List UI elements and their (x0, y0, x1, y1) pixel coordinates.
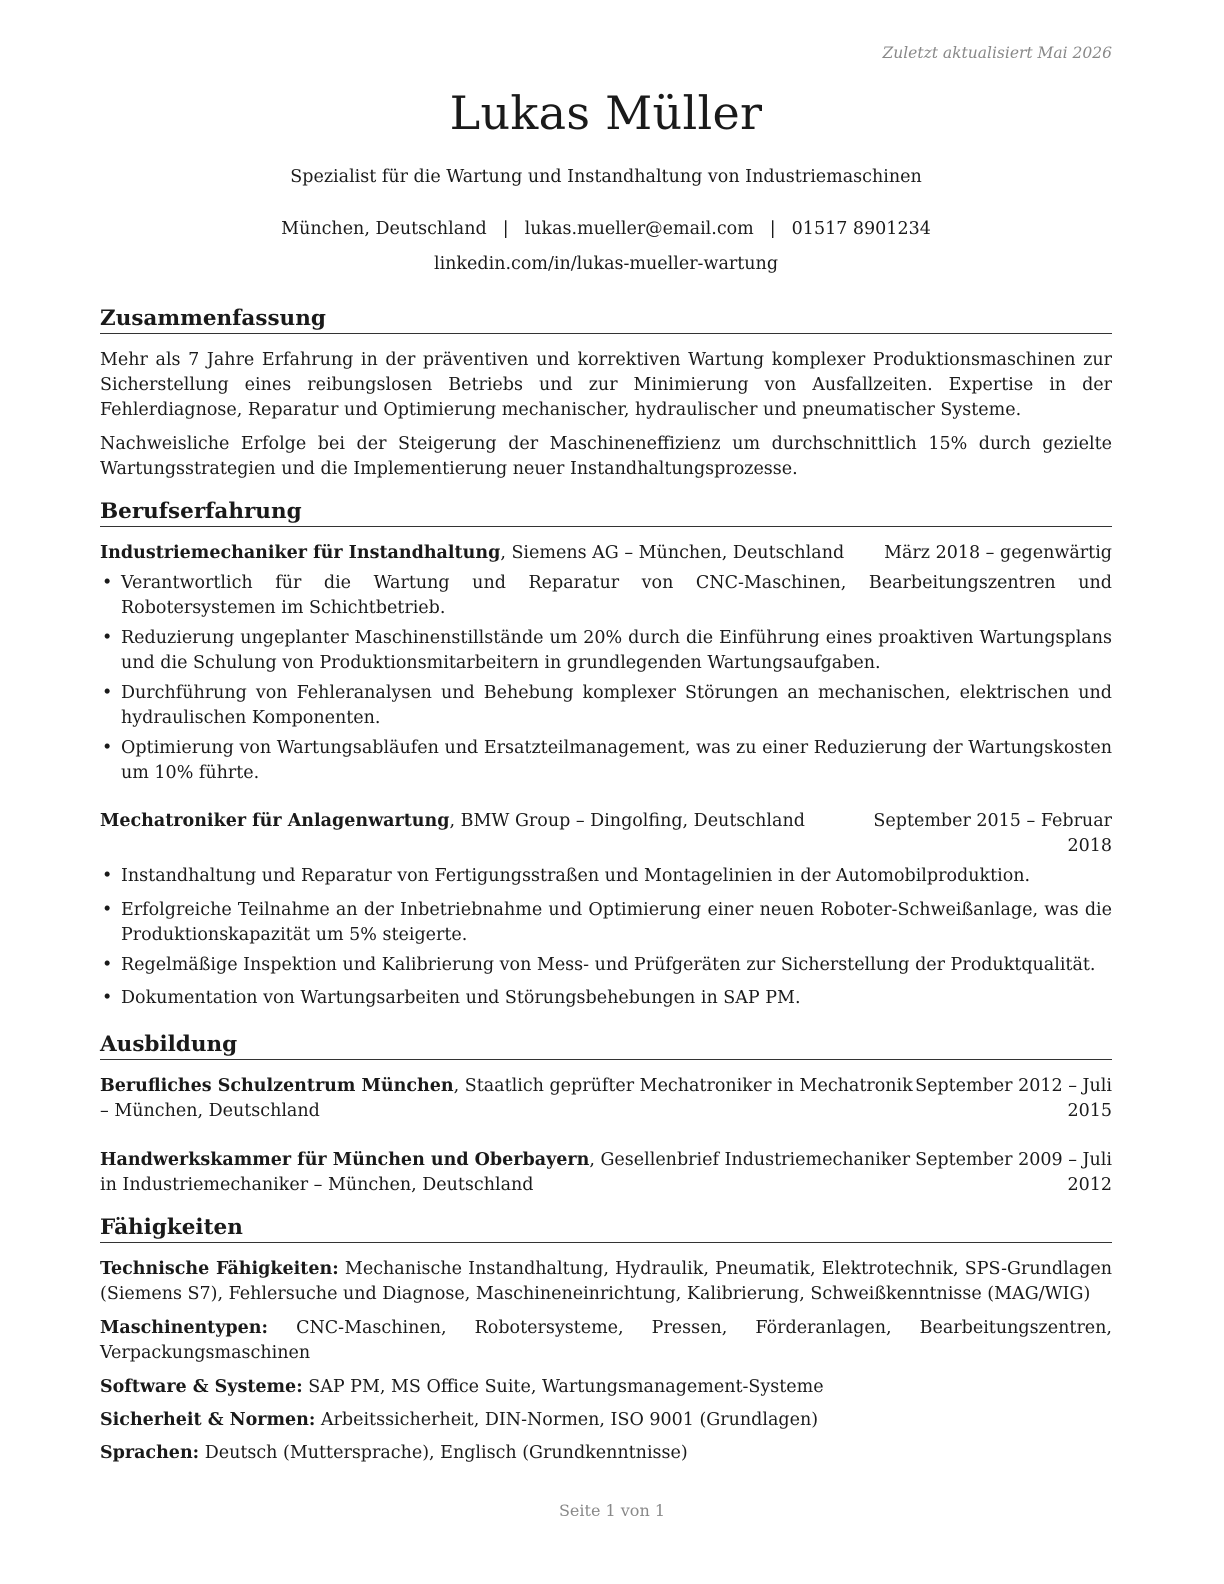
summary-paragraph: Nachweisliche Erfolge bei der Steigerung der Maschineneffizienz um durchschnittlich 15% durch gezielte Wartungsstrategien und die Implementierung neuer Instandhaltungsprozesse. (100, 434, 1112, 479)
section-heading-skills: Fähigkeiten (100, 1214, 1112, 1243)
job-header (100, 809, 1112, 859)
education-degree: , Gesellenbrief Industriemechaniker (589, 1150, 911, 1170)
education-entry (100, 1074, 1112, 1124)
skill-value: CNC-Maschinen, Robotersysteme, Pressen, Förderanlagen, Bearbeitungszentren, Verpackungsmaschinen (100, 1318, 1112, 1363)
contact-line (100, 219, 1112, 239)
education-school: Berufliches Schulzentrum München (100, 1076, 454, 1096)
skill-value: Arbeitssicherheit, DIN-Normen, ISO 9001 (Grundlagen) (315, 1410, 819, 1430)
skill-label: Sicherheit & Normen: (100, 1410, 316, 1430)
section-heading-education: Ausbildung (100, 1031, 1112, 1060)
education-date: September 2009 – Juli (915, 1150, 1112, 1170)
skill-value: SAP PM, MS Office Suite, Wartungsmanagement-Systeme (302, 1377, 824, 1397)
list-item: • Regelmäßige Inspektion und Kalibrierung von Mess- und Prüfgeräten zur Sicherstellung der Produktqualität. (102, 955, 1096, 975)
skill-row (100, 1408, 1112, 1433)
job-company: , BMW Group – Dingolfing, Deutschland (449, 811, 805, 831)
skill-row (100, 1441, 1112, 1466)
education-degree: , Staatlich geprüfter Mechatroniker in Mechatronik (453, 1076, 913, 1096)
education-date-year: 2012 (1067, 1175, 1112, 1195)
candidate-name: Lukas Müller (449, 86, 763, 140)
education-date: September 2012 – Juli (915, 1076, 1112, 1096)
page-number: Seite 1 von 1 (558, 1501, 666, 1520)
section-heading-summary: Zusammenfassung (100, 305, 1112, 334)
contact-separator: | (502, 219, 509, 239)
job-role: Industriemechaniker für Instandhaltung (100, 543, 501, 563)
job-company: , Siemens AG – München, Deutschland (500, 543, 845, 563)
skill-value: Mechanische Instandhaltung, Hydraulik, Pneumatik, Elektrotechnik, SPS-Grundlagen (Siemens S7), Fehlersuche und Diagnose, Maschineneinrichtung, Kalibrierung, Schweißkenntnisse (MAG/WIG) (100, 1259, 1112, 1304)
contact-linkedin[interactable]: linkedin.com/in/lukas-mueller-wartung (433, 254, 779, 274)
education-school: Handwerkskammer für München und Oberbayern (100, 1150, 590, 1170)
contact-email[interactable]: lukas.mueller@email.com (524, 219, 754, 239)
skill-row (100, 1375, 1112, 1400)
summary-paragraph: Mehr als 7 Jahre Erfahrung in der präventiven und korrektiven Wartung komplexer Produktionsmaschinen zur Sicherstellung eines reibungslosen Betriebs und zur Minimierung von Ausfallzeiten. Expertise in der Fehlerdiagnose, Reparatur und Optimierung mechanischer, hydraulischer und pneumatischer Systeme. (100, 350, 1112, 420)
skill-label: Software & Systeme: (100, 1377, 303, 1397)
contact-phone: 01517 8901234 (791, 219, 931, 239)
list-item: • Reduzierung ungeplanter Maschinenstillstände um 20% durch die Einführung eines proaktiven Wartungsplans und die Schulung von Produktionsmitarbeitern in grundlegenden Wartungsaufgaben. (102, 628, 1112, 673)
skill-label: Maschinentypen: (100, 1318, 268, 1338)
skill-label: Technische Fähigkeiten: (100, 1259, 339, 1279)
list-item: • Durchführung von Fehleranalysen und Behebung komplexer Störungen an mechanischen, elektrischen und hydraulischen Komponenten. (102, 683, 1112, 728)
job-date: September 2015 – Februar 2018 (873, 811, 1112, 856)
contact-location: München, Deutschland (281, 219, 487, 239)
list-item: • Optimierung von Wartungsabläufen und Ersatzteilmanagement, was zu einer Reduzierung der Wartungskosten um 10% führte. (102, 738, 1112, 783)
list-item: • Dokumentation von Wartungsarbeiten und Störungsbehebungen in SAP PM. (102, 988, 801, 1008)
education-date-year: 2015 (1067, 1101, 1112, 1121)
list-item: • Instandhaltung und Reparatur von Fertigungsstraßen und Montagelinien in der Automobilproduktion. (102, 866, 1031, 886)
education-location: in Industriemechaniker – München, Deutschland (100, 1175, 534, 1195)
last-updated: Zuletzt aktualisiert Mai 2026 (882, 44, 1112, 62)
skill-row (100, 1257, 1112, 1307)
job-date: März 2018 – gegenwärtig (884, 543, 1112, 563)
skill-row (100, 1316, 1112, 1366)
section-heading-experience: Berufserfahrung (100, 498, 1112, 527)
education-entry (100, 1148, 1112, 1198)
job-role: Mechatroniker für Anlagenwartung (100, 811, 450, 831)
list-item: • Verantwortlich für die Wartung und Reparatur von CNC-Maschinen, Bearbeitungszentren und Robotersystemen im Schichtbetrieb. (102, 573, 1112, 618)
skill-label: Sprachen: (100, 1443, 200, 1463)
education-location: – München, Deutschland (100, 1101, 320, 1121)
contact-separator: | (769, 219, 776, 239)
list-item: • Erfolgreiche Teilnahme an der Inbetriebnahme und Optimierung einer neuen Roboter-Schweißanlage, was die Produktionskapazität um 5% steigerte. (102, 900, 1112, 945)
skill-value: Deutsch (Muttersprache), Englisch (Grundkenntnisse) (199, 1443, 688, 1463)
candidate-subtitle: Spezialist für die Wartung und Instandhaltung von Industriemaschinen (290, 167, 922, 187)
